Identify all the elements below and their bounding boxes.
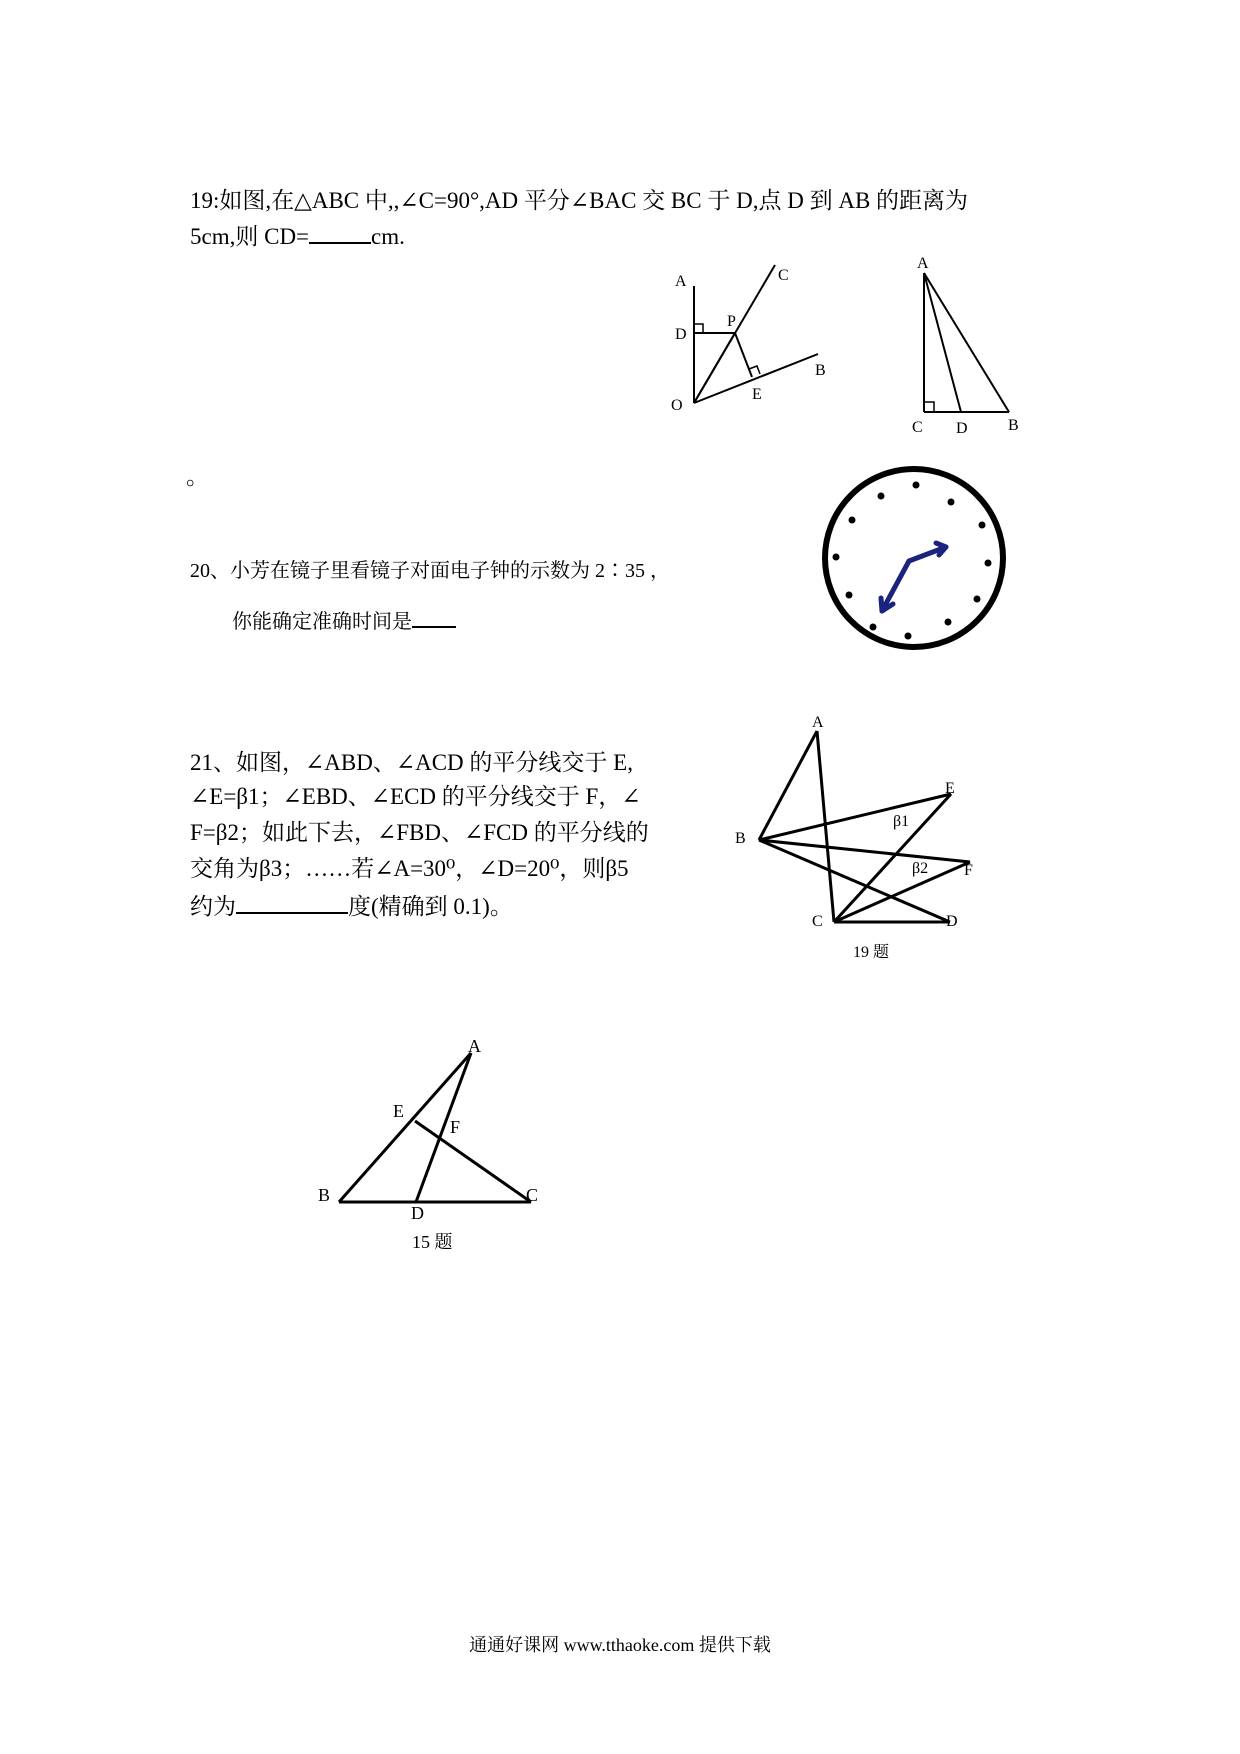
label-d: D bbox=[675, 326, 687, 343]
label-b: B bbox=[1008, 417, 1019, 434]
label-e: E bbox=[945, 780, 955, 797]
segment-be bbox=[759, 794, 951, 840]
q21-line1: 21、如图，∠ABD、∠ACD 的平分线交于 E, bbox=[190, 750, 633, 775]
label-b: B bbox=[815, 362, 826, 379]
clock-dot bbox=[849, 517, 856, 524]
q21-line2: ∠E=β1；∠EBD、∠ECD 的平分线交于 F，∠ bbox=[190, 784, 641, 809]
fig19-caption: 19 题 bbox=[853, 944, 890, 961]
q21-line5-prefix: 约为 bbox=[190, 894, 236, 919]
label-e: E bbox=[393, 1101, 404, 1121]
fig19-diagram bbox=[759, 731, 970, 922]
q21-line5-suffix: 度(精确到 0.1)。 bbox=[348, 894, 513, 919]
label-c: C bbox=[912, 419, 923, 436]
label-d: D bbox=[411, 1203, 424, 1223]
fig-right-labels bbox=[912, 255, 1019, 437]
segment-ba bbox=[759, 731, 817, 840]
label-d: D bbox=[946, 913, 958, 930]
fig15-labels bbox=[318, 1036, 538, 1252]
label-b: B bbox=[318, 1185, 331, 1205]
footer: 通通好课网 www.tthaoke.com 提供下载 bbox=[469, 1635, 771, 1655]
clock-dot bbox=[846, 592, 853, 599]
segment-bf bbox=[759, 840, 970, 862]
label-d: D bbox=[956, 420, 968, 437]
label-c: C bbox=[778, 267, 789, 284]
segment-pe bbox=[735, 333, 752, 377]
clock-dot bbox=[913, 482, 920, 489]
label-c: C bbox=[812, 913, 823, 930]
q19-line2-suffix: cm. bbox=[371, 224, 405, 249]
q19-line1: 19:如图,在△ABC 中,,∠C=90°,AD 平分∠BAC 交 BC 于 D,点 D 到 AB 的距离为 bbox=[190, 188, 969, 213]
label-a: A bbox=[917, 255, 929, 272]
q19-line2-prefix: 5cm,则 CD= bbox=[190, 224, 310, 249]
clock-dot bbox=[833, 554, 840, 561]
clock-hands bbox=[881, 543, 946, 611]
fig-clock bbox=[825, 469, 1003, 647]
clock-dot bbox=[948, 499, 955, 506]
side-ab bbox=[924, 273, 1009, 412]
label-b: B bbox=[735, 830, 746, 847]
q21-line3: F=β2；如此下去，∠FBD、∠FCD 的平分线的 bbox=[190, 820, 649, 845]
label-p: P bbox=[727, 313, 736, 330]
fig-right-triangle bbox=[924, 273, 1009, 412]
segment-op bbox=[694, 333, 735, 403]
clock-dot bbox=[945, 619, 952, 626]
label-a: A bbox=[468, 1036, 481, 1056]
right-angle-mark-d bbox=[694, 324, 703, 333]
clock-dot bbox=[974, 596, 981, 603]
label-beta1: β1 bbox=[893, 813, 910, 830]
clock-dot bbox=[878, 493, 885, 500]
label-a: A bbox=[812, 714, 824, 731]
clock-hand-long bbox=[882, 561, 909, 611]
label-f: F bbox=[964, 862, 973, 879]
segment-bd bbox=[759, 840, 950, 922]
label-o: O bbox=[671, 397, 683, 414]
label-beta2: β2 bbox=[912, 860, 929, 877]
segment-ad bbox=[924, 273, 961, 412]
right-angle-mark-c bbox=[924, 402, 934, 412]
circle-mark: 。 bbox=[186, 464, 209, 489]
label-f: F bbox=[450, 1117, 461, 1137]
q20-line1: 20、小芳在镜子里看镜子对面电子钟的示数为 2∶35 ， bbox=[190, 560, 670, 582]
q20-line2-text: 你能确定准确时间是 bbox=[232, 611, 412, 633]
fig-angle-bisector bbox=[694, 265, 818, 403]
clock-dot bbox=[985, 560, 992, 567]
label-a: A bbox=[675, 273, 687, 290]
clock-dot bbox=[870, 624, 877, 631]
clock-dot bbox=[905, 633, 912, 640]
clock-dot bbox=[979, 522, 986, 529]
fig15-diagram bbox=[339, 1053, 531, 1202]
fig15-caption: 15 题 bbox=[412, 1232, 453, 1252]
label-c: C bbox=[526, 1185, 539, 1205]
q21-line4: 交角为β3；……若∠A=30⁰，∠D=20⁰，则β5 bbox=[190, 856, 629, 881]
label-e: E bbox=[752, 386, 762, 403]
